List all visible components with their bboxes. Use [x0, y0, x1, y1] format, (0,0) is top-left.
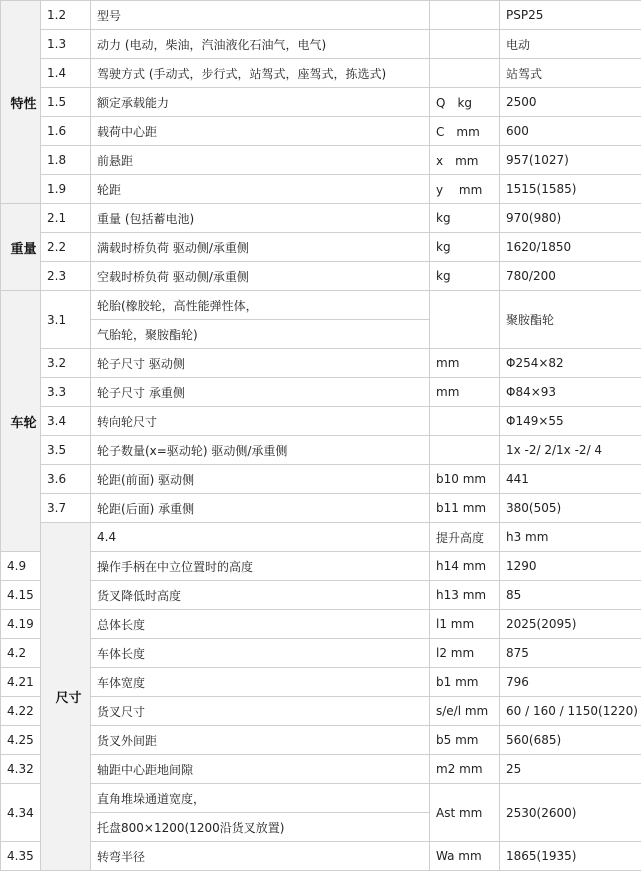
- row-desc: 空载时桥负荷 驱动侧/承重侧: [91, 262, 430, 291]
- row-code: 2.2: [41, 233, 91, 262]
- row-code: 3.4: [41, 407, 91, 436]
- table-row: [1, 1, 641, 30]
- row-desc: 总体长度: [91, 610, 430, 639]
- row-unit: [430, 1, 500, 30]
- row-value: 2500: [500, 88, 641, 117]
- row-code: 3.3: [41, 378, 91, 407]
- row-value: 1290: [500, 552, 641, 581]
- table-row: [1, 668, 641, 697]
- table-row: [1, 755, 641, 784]
- row-value: 560(685): [500, 726, 641, 755]
- row-code: 4.15: [1, 581, 41, 610]
- row-desc: 货叉尺寸: [91, 697, 430, 726]
- row-desc: 驾驶方式 (手动式，步行式，站驾式，座驾式，拣选式): [91, 59, 430, 88]
- row-desc: 货叉外间距: [91, 726, 430, 755]
- row-unit: [430, 436, 500, 465]
- row-code: 1.2: [41, 1, 91, 30]
- table-row: [1, 204, 641, 233]
- row-desc: 操作手柄在中立位置时的高度: [91, 552, 430, 581]
- row-unit: y mm: [430, 175, 500, 204]
- row-code: 4.32: [1, 755, 41, 784]
- row-desc: 车体宽度: [91, 668, 430, 697]
- row-unit: Q kg: [430, 88, 500, 117]
- row-value: 441: [500, 465, 641, 494]
- row-desc: 轮子尺寸 承重侧: [91, 378, 430, 407]
- row-unit: h13 mm: [430, 581, 500, 610]
- row-code: 3.5: [41, 436, 91, 465]
- row-unit: [430, 30, 500, 59]
- row-value: Φ254×82: [500, 349, 641, 378]
- table-row: [1, 610, 641, 639]
- row-value: 796: [500, 668, 641, 697]
- table-row: [1, 784, 641, 813]
- row-code: 1.6: [41, 117, 91, 146]
- table-row: [1, 378, 641, 407]
- row-value: 1x -2/ 2/1x -2/ 4: [500, 436, 641, 465]
- row-code: 1.4: [41, 59, 91, 88]
- row-value: 957(1027): [500, 146, 641, 175]
- row-unit: [430, 59, 500, 88]
- row-value: PSP25: [500, 1, 641, 30]
- row-value: 聚胺酯轮: [500, 291, 641, 349]
- row-desc: 前悬距: [91, 146, 430, 175]
- row-value: 1515(1585): [500, 175, 641, 204]
- row-unit: b11 mm: [430, 494, 500, 523]
- row-desc: 车体长度: [91, 639, 430, 668]
- row-value: 站驾式: [500, 59, 641, 88]
- row-code: 2.1: [41, 204, 91, 233]
- table-row: [1, 175, 641, 204]
- row-desc: 轮子尺寸 驱动侧: [91, 349, 430, 378]
- row-value: 380(505): [500, 494, 641, 523]
- table-row: [1, 697, 641, 726]
- row-desc: 额定承载能力: [91, 88, 430, 117]
- row-value: 1620/1850: [500, 233, 641, 262]
- row-unit: l2 mm: [430, 639, 500, 668]
- table-row: [1, 842, 641, 871]
- row-unit: l1 mm: [430, 610, 500, 639]
- row-desc-line-1: 直角堆垛通道宽度，: [91, 784, 430, 813]
- row-code: 4.22: [1, 697, 41, 726]
- table-row: [1, 291, 641, 320]
- row-code: 4.19: [1, 610, 41, 639]
- row-desc: 载荷中心距: [91, 117, 430, 146]
- row-value: 875: [500, 639, 641, 668]
- row-desc: 满载时桥负荷 驱动侧/承重侧: [91, 233, 430, 262]
- row-code: 4.9: [1, 552, 41, 581]
- row-desc: 转弯半径: [91, 842, 430, 871]
- table-row: [1, 262, 641, 291]
- row-desc: 转向轮尺寸: [91, 407, 430, 436]
- row-unit: C mm: [430, 117, 500, 146]
- row-desc: 轴距中心距地间隙: [91, 755, 430, 784]
- row-unit: kg: [430, 204, 500, 233]
- row-value: Φ84×93: [500, 378, 641, 407]
- category-features: 特性: [1, 1, 41, 204]
- table-row: [1, 146, 641, 175]
- table-row: [1, 581, 641, 610]
- row-value: 25: [500, 755, 641, 784]
- row-unit: s/e/l mm: [430, 697, 500, 726]
- row-unit: [430, 407, 500, 436]
- row-unit: Ast mm: [430, 784, 500, 842]
- table-row: [1, 726, 641, 755]
- row-value: 2025(2095): [500, 610, 641, 639]
- row-value: Φ149×55: [500, 407, 641, 436]
- row-desc-line-2: 托盘800×1200(1200沿货叉放置): [91, 813, 430, 842]
- table-row: [1, 349, 641, 378]
- table-row: [1, 407, 641, 436]
- row-unit: [430, 291, 500, 349]
- row-code: 1.9: [41, 175, 91, 204]
- row-code: 1.3: [41, 30, 91, 59]
- table-row: [1, 117, 641, 146]
- table-row: [1, 523, 641, 552]
- row-unit: x mm: [430, 146, 500, 175]
- row-desc: 轮距: [91, 175, 430, 204]
- row-desc: 轮子数量(x=驱动轮) 驱动侧/承重侧: [91, 436, 430, 465]
- table-row: [1, 465, 641, 494]
- category-weight: 重量: [1, 204, 41, 291]
- row-unit: b5 mm: [430, 726, 500, 755]
- row-unit: Wa mm: [430, 842, 500, 871]
- row-desc-line-2: 气胎轮，聚胺酯轮): [91, 320, 430, 349]
- row-desc: 轮距(前面) 驱动侧: [91, 465, 430, 494]
- category-dimensions: 尺寸: [41, 523, 91, 871]
- row-code: 3.7: [41, 494, 91, 523]
- row-code: 3.2: [41, 349, 91, 378]
- row-value: 85: [500, 581, 641, 610]
- table-row: [1, 88, 641, 117]
- row-desc: 动力 (电动，柴油，汽油液化石油气，电气): [91, 30, 430, 59]
- row-code: 4.34: [1, 784, 41, 842]
- row-unit: kg: [430, 233, 500, 262]
- row-unit: b10 mm: [430, 465, 500, 494]
- row-value: 970(980): [500, 204, 641, 233]
- row-code: 4.4: [91, 523, 430, 552]
- row-value: 600: [500, 117, 641, 146]
- row-value: 电动: [500, 30, 641, 59]
- row-desc-line-1: 轮胎(橡胶轮，高性能弹性体，: [91, 291, 430, 320]
- table-row: [1, 552, 641, 581]
- table-row: [1, 639, 641, 668]
- row-desc: 重量 (包括蓄电池): [91, 204, 430, 233]
- row-unit: h3 mm: [500, 523, 641, 552]
- row-code: 3.1: [41, 291, 91, 349]
- row-value: 780/200: [500, 262, 641, 291]
- row-unit: mm: [430, 378, 500, 407]
- row-desc: 提升高度: [430, 523, 500, 552]
- row-desc: 货叉降低时高度: [91, 581, 430, 610]
- row-unit: h14 mm: [430, 552, 500, 581]
- row-code: 4.35: [1, 842, 41, 871]
- table-row: [1, 494, 641, 523]
- row-code: 4.2: [1, 639, 41, 668]
- row-unit: mm: [430, 349, 500, 378]
- row-value: 60 / 160 / 1150(1220): [500, 697, 641, 726]
- row-code: 3.6: [41, 465, 91, 494]
- row-value: 2530(2600): [500, 784, 641, 842]
- row-code: 4.25: [1, 726, 41, 755]
- table-row: [1, 436, 641, 465]
- table-row: [1, 233, 641, 262]
- table-row: [1, 59, 641, 88]
- row-code: 1.8: [41, 146, 91, 175]
- row-desc: 型号: [91, 1, 430, 30]
- row-code: 2.3: [41, 262, 91, 291]
- row-code: 1.5: [41, 88, 91, 117]
- row-code: 4.21: [1, 668, 41, 697]
- row-value: 1865(1935): [500, 842, 641, 871]
- row-unit: kg: [430, 262, 500, 291]
- row-unit: b1 mm: [430, 668, 500, 697]
- category-wheels: 车轮: [1, 291, 41, 552]
- row-unit: m2 mm: [430, 755, 500, 784]
- table-row: [1, 30, 641, 59]
- row-desc: 轮距(后面) 承重侧: [91, 494, 430, 523]
